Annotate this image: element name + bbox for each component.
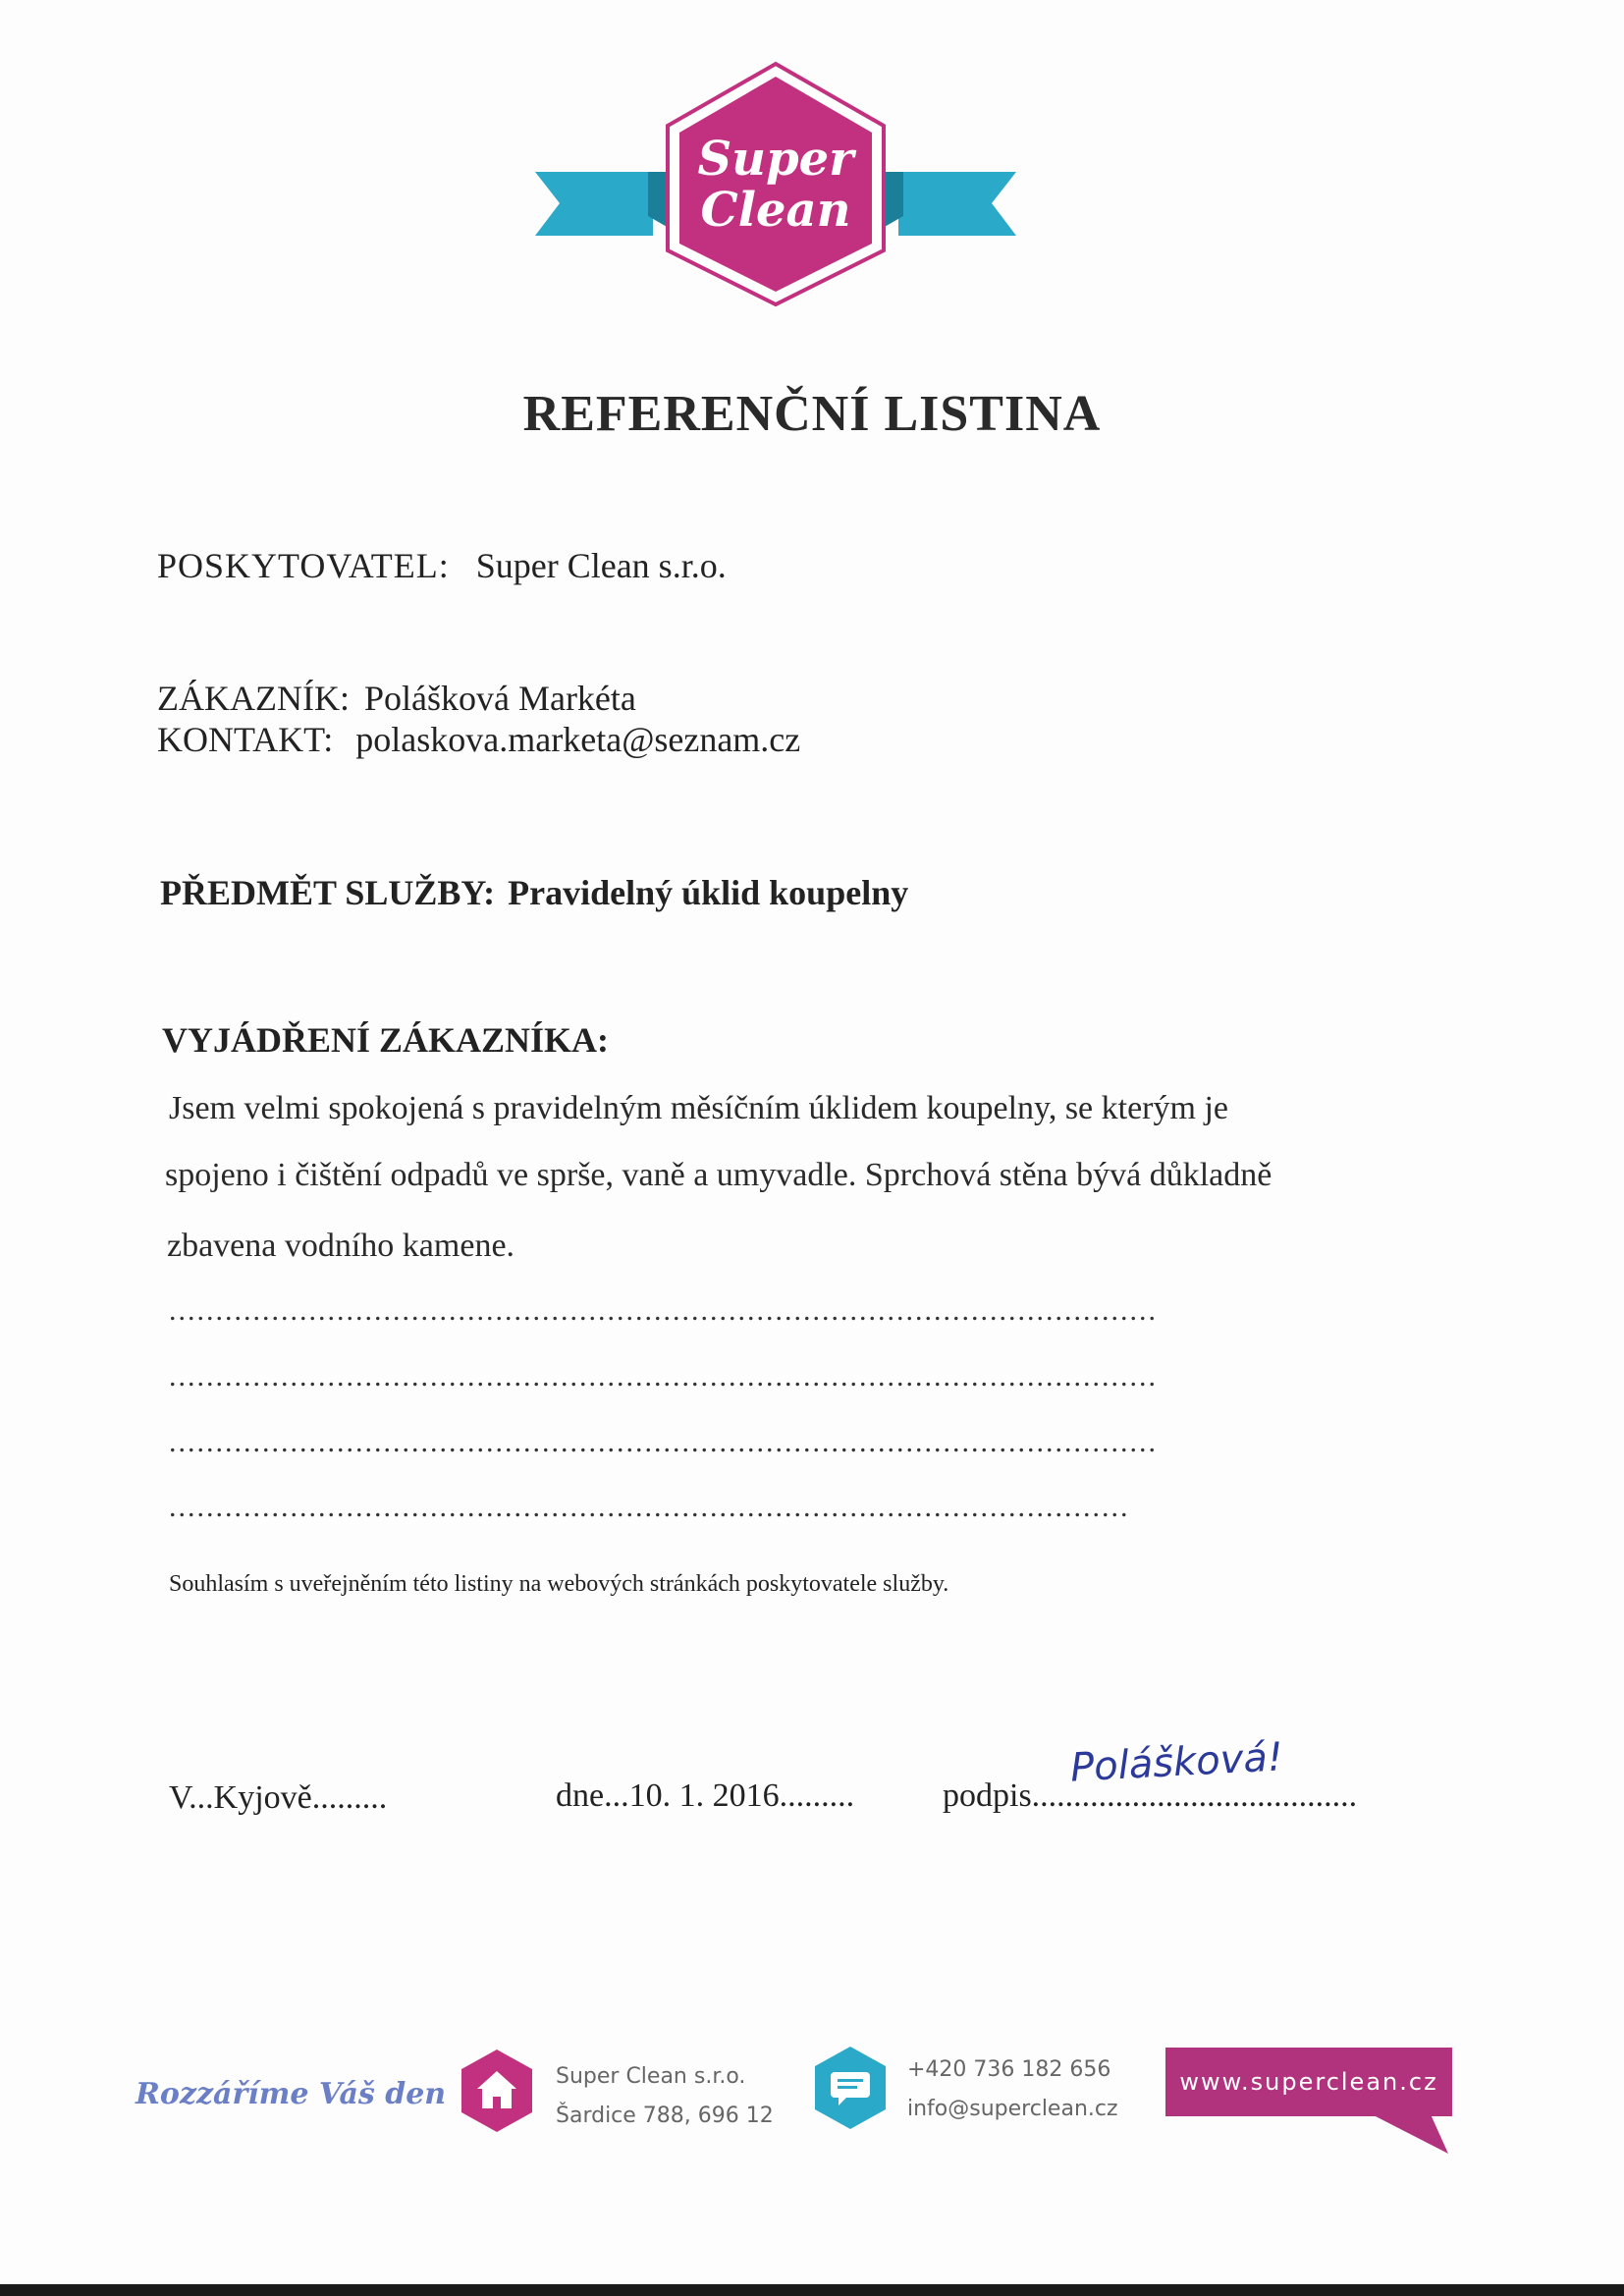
- opinion-line: spojeno i čištění odpadů ve sprše, vaně a umyvadle. Sprchová stěna bývá důkladně: [165, 1157, 1272, 1193]
- scan-bottom-edge: [0, 2284, 1624, 2296]
- opinion-label: VYJÁDŘENÍ ZÁKAZNÍKA:: [162, 1020, 610, 1060]
- signature-date: dne...10. 1. 2016.........: [556, 1777, 855, 1814]
- blank-line: ..........................................................................................................: [169, 1360, 1158, 1393]
- blank-line: .......................................................................................................: [169, 1491, 1130, 1523]
- super-clean-logo: [535, 59, 1016, 309]
- logo-text-clean: Clean: [700, 183, 851, 238]
- contact-value: polaskova.marketa@seznam.cz: [355, 720, 801, 759]
- footer-web: www.superclean.cz: [1165, 2048, 1452, 2116]
- speech-tail: [1372, 2114, 1450, 2156]
- chat-icon: [811, 2045, 890, 2131]
- customer-row: [157, 678, 636, 719]
- blank-line: ..........................................................................................................: [169, 1426, 1158, 1458]
- provider-value: Super Clean s.r.o.: [475, 546, 727, 585]
- signature-place: V...Kyjově.........: [169, 1779, 388, 1816]
- subject-row: [160, 872, 908, 913]
- opinion-line: zbavena vodního kamene.: [167, 1228, 515, 1264]
- customer-label: ZÁKAZNÍK:: [157, 679, 350, 718]
- provider-row: [157, 545, 727, 586]
- subject-value: Pravidelný úklid koupelny: [508, 873, 909, 912]
- document-title: REFERENČNÍ LISTINA: [522, 386, 1102, 442]
- signature-label: podpis.......................................: [943, 1777, 1358, 1814]
- home-icon: [458, 2048, 536, 2134]
- handwritten-signature: Polášková!: [1068, 1734, 1284, 1791]
- footer-web-badge: [1165, 2048, 1452, 2156]
- footer-slogan: Rozzáříme Váš den: [135, 2077, 447, 2111]
- customer-value: Polášková Markéta: [363, 679, 636, 718]
- footer-company: Super Clean s.r.o.: [556, 2064, 746, 2089]
- blank-line: ..........................................................................................................: [169, 1294, 1158, 1327]
- footer-address: Šardice 788, 696 12: [556, 2104, 774, 2128]
- footer-phone: +420 736 182 656: [907, 2057, 1111, 2082]
- consent-text: Souhlasím s uveřejněním této listiny na webových stránkách poskytovatele služby.: [169, 1571, 949, 1597]
- contact-row: [157, 719, 800, 760]
- contact-label: KONTAKT:: [157, 720, 334, 759]
- provider-label: POSKYTOVATEL:: [157, 546, 450, 585]
- opinion-line: Jsem velmi spokojená s pravidelným měsíčním úklidem koupelny, se kterým je: [169, 1090, 1228, 1126]
- subject-label: PŘEDMĚT SLUŽBY:: [160, 873, 496, 912]
- logo-text-super: Super: [697, 132, 854, 187]
- footer-email: info@superclean.cz: [907, 2097, 1118, 2121]
